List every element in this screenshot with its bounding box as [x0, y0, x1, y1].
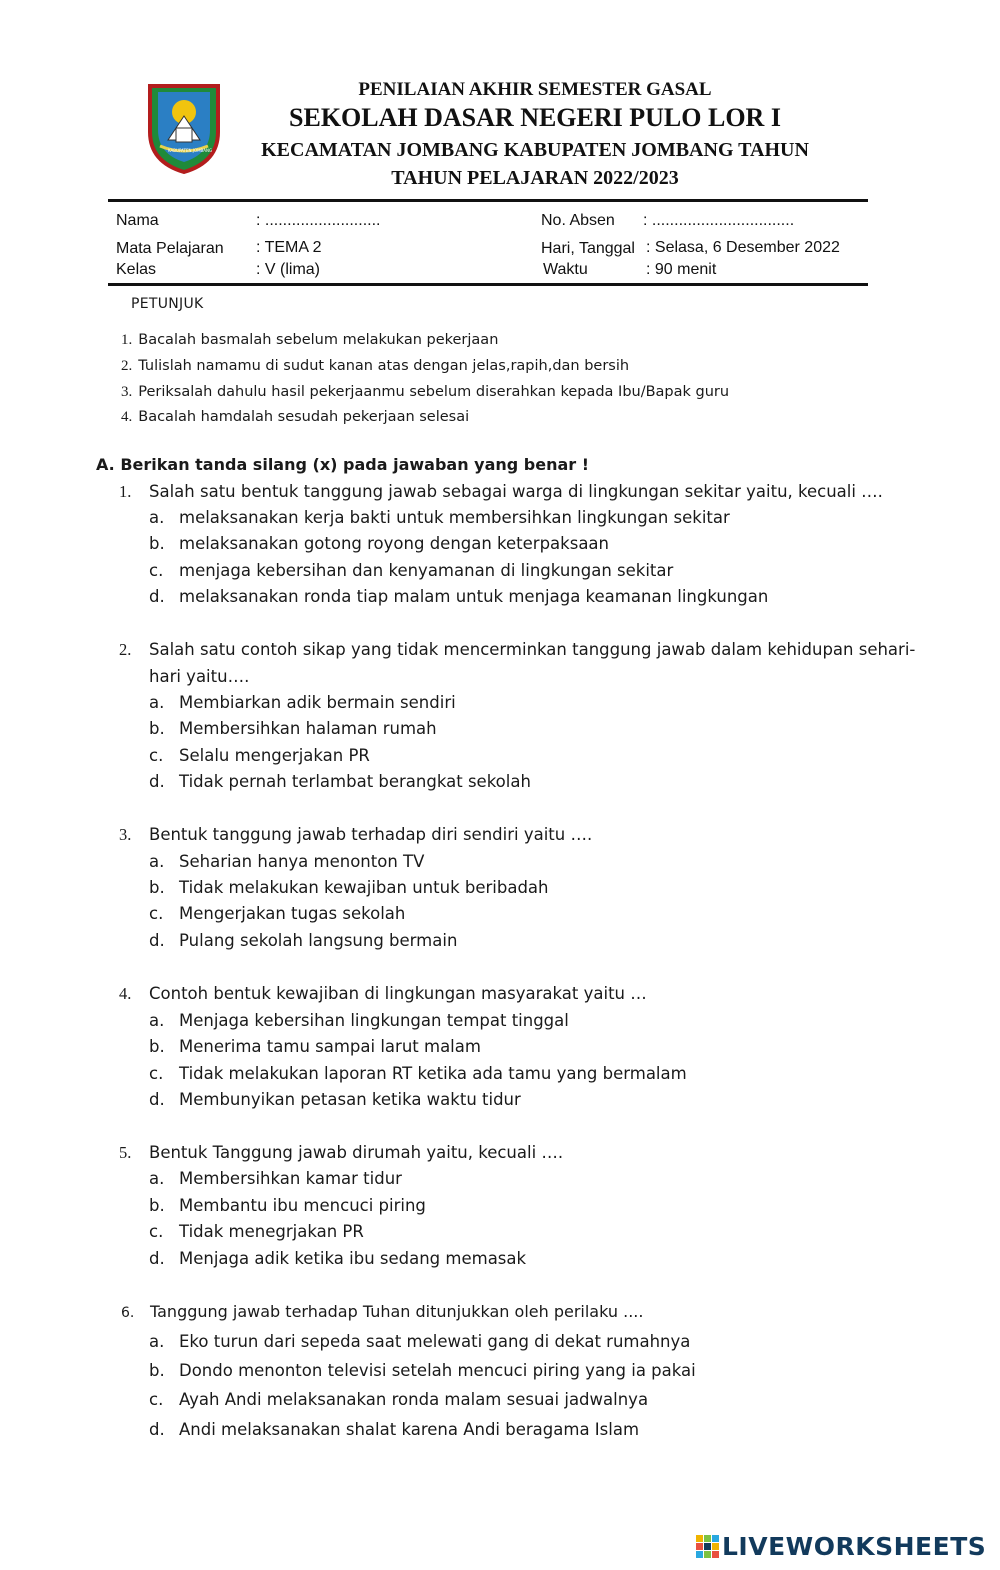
answer-option[interactable] [149, 719, 437, 738]
exam-title: PENILAIAN AKHIR SEMESTER GASAL [358, 79, 712, 100]
section-a-heading: A. Berikan tanda silang (x) pada jawaban yang benar ! [96, 455, 590, 474]
hari-value: : Selasa, 6 Desember 2022 [646, 239, 840, 256]
answer-option[interactable] [149, 1037, 481, 1056]
answer-option[interactable] [149, 693, 456, 712]
question-text: Tanggung jawab terhadap Tuhan ditunjukkan oleh perilaku .... [150, 1302, 644, 1321]
option-text: melaksanakan gotong royong dengan keterpaksaan [179, 534, 609, 553]
absen-label: No. Absen [541, 212, 615, 229]
option-text: Eko turun dari sepeda saat melewati gang di dekat rumahnya [179, 1332, 691, 1351]
question-4 [119, 984, 647, 1004]
answer-option[interactable] [149, 1390, 648, 1409]
waktu-label: Waktu [543, 261, 588, 278]
petunjuk-text: Periksalah dahulu hasil pekerjaanmu sebelum diserahkan kepada Ibu/Bapak guru [138, 384, 730, 400]
option-letter: c. [149, 746, 164, 765]
option-letter: b. [149, 1037, 165, 1056]
option-letter: d. [149, 1249, 165, 1268]
option-letter: d. [149, 931, 165, 950]
option-text: melaksanakan kerja bakti untuk membersihkan lingkungan sekitar [179, 508, 730, 527]
answer-option[interactable] [149, 852, 424, 871]
question-num: 2. [119, 640, 132, 659]
option-text: Membantu ibu mencuci piring [179, 1196, 426, 1215]
option-letter: c. [149, 904, 164, 923]
option-text: Tidak pernah terlambat berangkat sekolah [179, 772, 531, 791]
nama-label: Nama [116, 212, 159, 229]
answer-option[interactable] [149, 1169, 402, 1188]
question-text: Salah satu contoh sikap yang tidak mencerminkan tanggung jawab dalam kehidupan sehari- [149, 640, 916, 659]
option-letter: d. [149, 1420, 165, 1439]
option-letter: c. [149, 561, 164, 580]
option-text: Membiarkan adik bermain sendiri [179, 693, 456, 712]
option-letter: b. [149, 1196, 165, 1215]
option-letter: a. [149, 693, 165, 712]
option-letter: a. [149, 852, 165, 871]
question-5 [119, 1143, 563, 1163]
option-text: Selalu mengerjakan PR [179, 746, 370, 765]
option-letter: a. [149, 508, 165, 527]
option-letter: d. [149, 587, 165, 606]
answer-option[interactable] [149, 1196, 426, 1215]
question-num: 3. [119, 825, 132, 844]
option-text: Tidak menegrjakan PR [179, 1222, 364, 1241]
petunjuk-item [121, 384, 729, 401]
petunjuk-title: PETUNJUK [131, 296, 204, 312]
question-2 [119, 640, 915, 660]
petunjuk-num: 1. [121, 332, 133, 348]
liveworksheets-logo-icon [696, 1535, 719, 1558]
option-letter: c. [149, 1064, 164, 1083]
option-text: Andi melaksanakan shalat karena Andi beragama Islam [179, 1420, 640, 1439]
answer-option[interactable] [149, 1222, 364, 1241]
option-letter: b. [149, 878, 165, 897]
petunjuk-num: 4. [121, 409, 133, 425]
option-text: Ayah Andi melaksanakan ronda malam sesuai jadwalnya [179, 1390, 649, 1409]
option-letter: c. [149, 1222, 164, 1241]
question-num: 1. [119, 482, 132, 501]
mapel-value: : TEMA 2 [256, 239, 322, 256]
question-text: Bentuk Tanggung jawab dirumah yaitu, kecuali …. [149, 1143, 564, 1162]
option-text: Tidak melakukan kewajiban untuk beribadah [179, 878, 549, 897]
question-2-continuation: hari yaitu…. [149, 667, 250, 686]
header-top-rule [108, 199, 868, 202]
question-text: Salah satu bentuk tanggung jawab sebagai warga di lingkungan sekitar yaitu, kecuali …. [149, 482, 883, 501]
petunjuk-item [121, 332, 498, 349]
academic-year: TAHUN PELAJARAN 2022/2023 [391, 167, 679, 189]
option-text: Mengerjakan tugas sekolah [179, 904, 406, 923]
petunjuk-num: 3. [121, 384, 133, 400]
mapel-label: Mata Pelajaran [116, 240, 224, 257]
option-letter: d. [149, 1090, 165, 1109]
option-letter: d. [149, 772, 165, 791]
option-text: Tidak melakukan laporan RT ketika ada tamu yang bermalam [179, 1064, 687, 1083]
petunjuk-item [121, 409, 469, 426]
question-num: 6. [121, 1305, 135, 1321]
question-6 [121, 1302, 643, 1321]
option-text: Seharian hanya menonton TV [179, 852, 425, 871]
answer-option[interactable] [149, 772, 531, 791]
option-text: melaksanakan ronda tiap malam untuk menjaga keamanan lingkungan [179, 587, 769, 606]
question-num: 4. [119, 984, 132, 1003]
kelas-label: Kelas [116, 261, 157, 278]
option-text: menjaga kebersihan dan kenyamanan di lingkungan sekitar [179, 561, 674, 580]
school-name: SEKOLAH DASAR NEGERI PULO LOR I [289, 103, 781, 132]
option-letter: a. [149, 1169, 165, 1188]
answer-option[interactable] [149, 1011, 569, 1030]
petunjuk-text: Bacalah basmalah sebelum melakukan pekerjaan [138, 332, 499, 348]
waktu-value: : 90 menit [646, 261, 717, 278]
question-3 [119, 825, 592, 845]
nama-value[interactable]: : .......................... [256, 212, 381, 229]
header-bottom-rule [108, 283, 868, 286]
petunjuk-num: 2. [121, 358, 133, 374]
question-1 [119, 482, 883, 502]
option-text: Menerima tamu sampai larut malam [179, 1037, 481, 1056]
answer-option[interactable] [149, 1332, 690, 1351]
option-letter: b. [149, 719, 165, 738]
answer-option[interactable] [149, 904, 405, 923]
option-text: Membersihkan kamar tidur [179, 1169, 402, 1188]
answer-option[interactable] [149, 1420, 639, 1439]
answer-option[interactable] [149, 1249, 526, 1268]
answer-option[interactable] [149, 1090, 521, 1109]
option-text: Membersihkan halaman rumah [179, 719, 437, 738]
school-district-logo [146, 82, 222, 174]
option-letter: a. [149, 1011, 165, 1030]
absen-value[interactable]: : ................................ [643, 212, 795, 229]
question-text: Bentuk tanggung jawab terhadap diri sendiri yaitu …. [149, 825, 593, 844]
petunjuk-item [121, 358, 629, 375]
answer-option[interactable] [149, 587, 768, 606]
hari-label: Hari, Tanggal [541, 240, 635, 257]
answer-option[interactable] [149, 1064, 687, 1083]
option-text: Menjaga kebersihan lingkungan tempat tinggal [179, 1011, 569, 1030]
petunjuk-text: Tulislah namamu di sudut kanan atas dengan jelas,rapih,dan bersih [138, 358, 630, 374]
logo-text: KABUPATEN JOMBANG [168, 148, 213, 153]
petunjuk-text: Bacalah hamdalah sesudah pekerjaan selesai [138, 409, 470, 425]
option-letter: b. [149, 1361, 165, 1380]
answer-option[interactable] [149, 931, 457, 950]
answer-option[interactable] [149, 746, 370, 765]
district-line: KECAMATAN JOMBANG KABUPATEN JOMBANG TAHUN [261, 139, 809, 161]
option-text: Pulang sekolah langsung bermain [179, 931, 458, 950]
question-num: 5. [119, 1143, 132, 1162]
answer-option[interactable] [149, 508, 730, 527]
answer-option[interactable] [149, 1361, 696, 1380]
answer-option[interactable] [149, 878, 549, 897]
liveworksheets-brand[interactable] [696, 1531, 986, 1561]
question-text: Contoh bentuk kewajiban di lingkungan masyarakat yaitu … [149, 984, 647, 1003]
answer-option[interactable] [149, 561, 673, 580]
option-text: Dondo menonton televisi setelah mencuci piring yang ia pakai [179, 1361, 696, 1380]
kelas-value: : V (lima) [256, 261, 320, 278]
option-letter: b. [149, 534, 165, 553]
liveworksheets-wordmark: LIVEWORKSHEETS [722, 1531, 987, 1561]
option-text: Membunyikan petasan ketika waktu tidur [179, 1090, 521, 1109]
option-letter: a. [149, 1332, 165, 1351]
option-text: Menjaga adik ketika ibu sedang memasak [179, 1249, 527, 1268]
answer-option[interactable] [149, 534, 609, 553]
option-letter: c. [149, 1390, 164, 1409]
